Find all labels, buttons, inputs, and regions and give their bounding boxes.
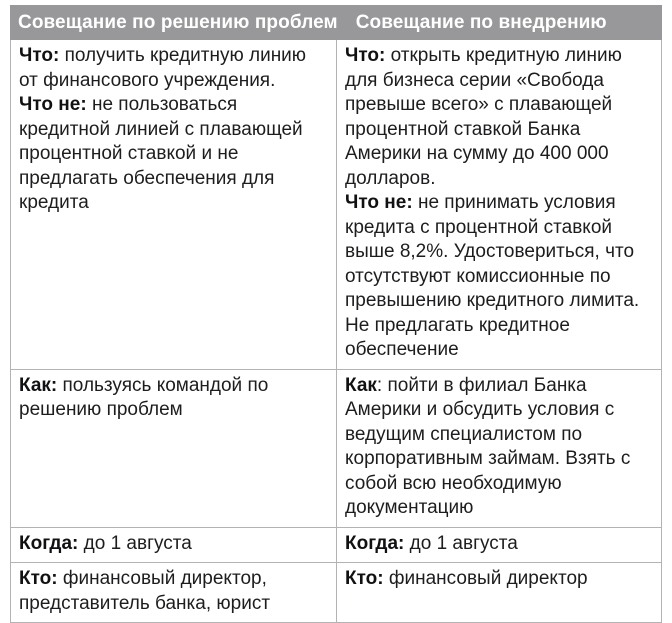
field-text: не пользоваться кредитной линией с плавающей процентной ставкой и не предлагать обеспечения для кредита: [19, 94, 303, 213]
field-text: пользуясь командой по решению проблем: [19, 374, 269, 420]
field-label-what-not: Что не:: [19, 94, 87, 115]
cell-paragraph: [345, 374, 651, 521]
cell-how-problem-solving: [11, 370, 336, 527]
cell-paragraph: [19, 44, 326, 93]
field-label-what-not: Что не:: [345, 192, 413, 213]
cell-paragraph: [345, 567, 651, 592]
cell-what-problem-solving: [11, 40, 336, 369]
cell-when-problem-solving: [11, 528, 336, 563]
cell-paragraph: [19, 532, 326, 557]
cell-paragraph: [19, 374, 326, 423]
cell-when-implementation: [336, 528, 661, 563]
field-label-what: Что:: [345, 45, 386, 66]
field-text: финансовый директор: [383, 568, 588, 589]
cell-paragraph: [345, 44, 651, 191]
cell-paragraph: [345, 191, 651, 363]
table-row-how: [11, 369, 661, 527]
meeting-comparison-table: [10, 5, 662, 623]
field-label-when: Когда:: [345, 532, 405, 554]
table-row-what: [11, 40, 661, 369]
cell-what-implementation: [336, 40, 661, 369]
table-header-row: [10, 5, 662, 40]
field-text: получить кредитную линию от финансового учреждения.: [19, 45, 307, 91]
field-label-how: Как:: [19, 374, 58, 396]
field-text: не принимать условия кредита с процентной ставкой выше 8,2%. Удостовериться, что отсутствуют комиссионные по превышению кредитного лимита. Не предлагать кредитное обеспечение: [345, 192, 640, 360]
field-label-when: Когда:: [19, 532, 79, 554]
field-label-who: Кто:: [19, 568, 58, 589]
field-text: : пойти в филиал Банка Америки и обсудить условия с ведущим специалистом по корпоративным займам. Взять с собой всю необходимую документацию: [345, 374, 631, 518]
field-text: до 1 августа: [404, 532, 518, 554]
field-label-what: Что:: [19, 45, 60, 66]
table-row-who: [11, 562, 661, 622]
field-label-who: Кто:: [345, 568, 384, 589]
cell-paragraph: [19, 567, 326, 616]
field-text: финансовый директор, представитель банка, юрист: [19, 568, 271, 614]
header-implementation-meeting: Совещание по внедрению: [355, 11, 607, 33]
field-label-how: Как: [345, 374, 377, 396]
cell-paragraph: [345, 532, 651, 557]
cell-how-implementation: [336, 370, 661, 527]
cell-who-problem-solving: [11, 563, 336, 622]
table-row-when: [11, 527, 661, 563]
cell-paragraph: [19, 93, 326, 216]
cell-who-implementation: [336, 563, 661, 622]
header-problem-solving-meeting: Совещание по решению проблем: [18, 11, 338, 33]
field-text: открыть кредитную линию для бизнеса серии «Свобода превыше всего» с плавающей процентной ставкой Банка Америки на сумму до 400 000 долларов.: [345, 45, 622, 189]
table-body: [10, 40, 662, 623]
field-text: до 1 августа: [78, 532, 192, 554]
